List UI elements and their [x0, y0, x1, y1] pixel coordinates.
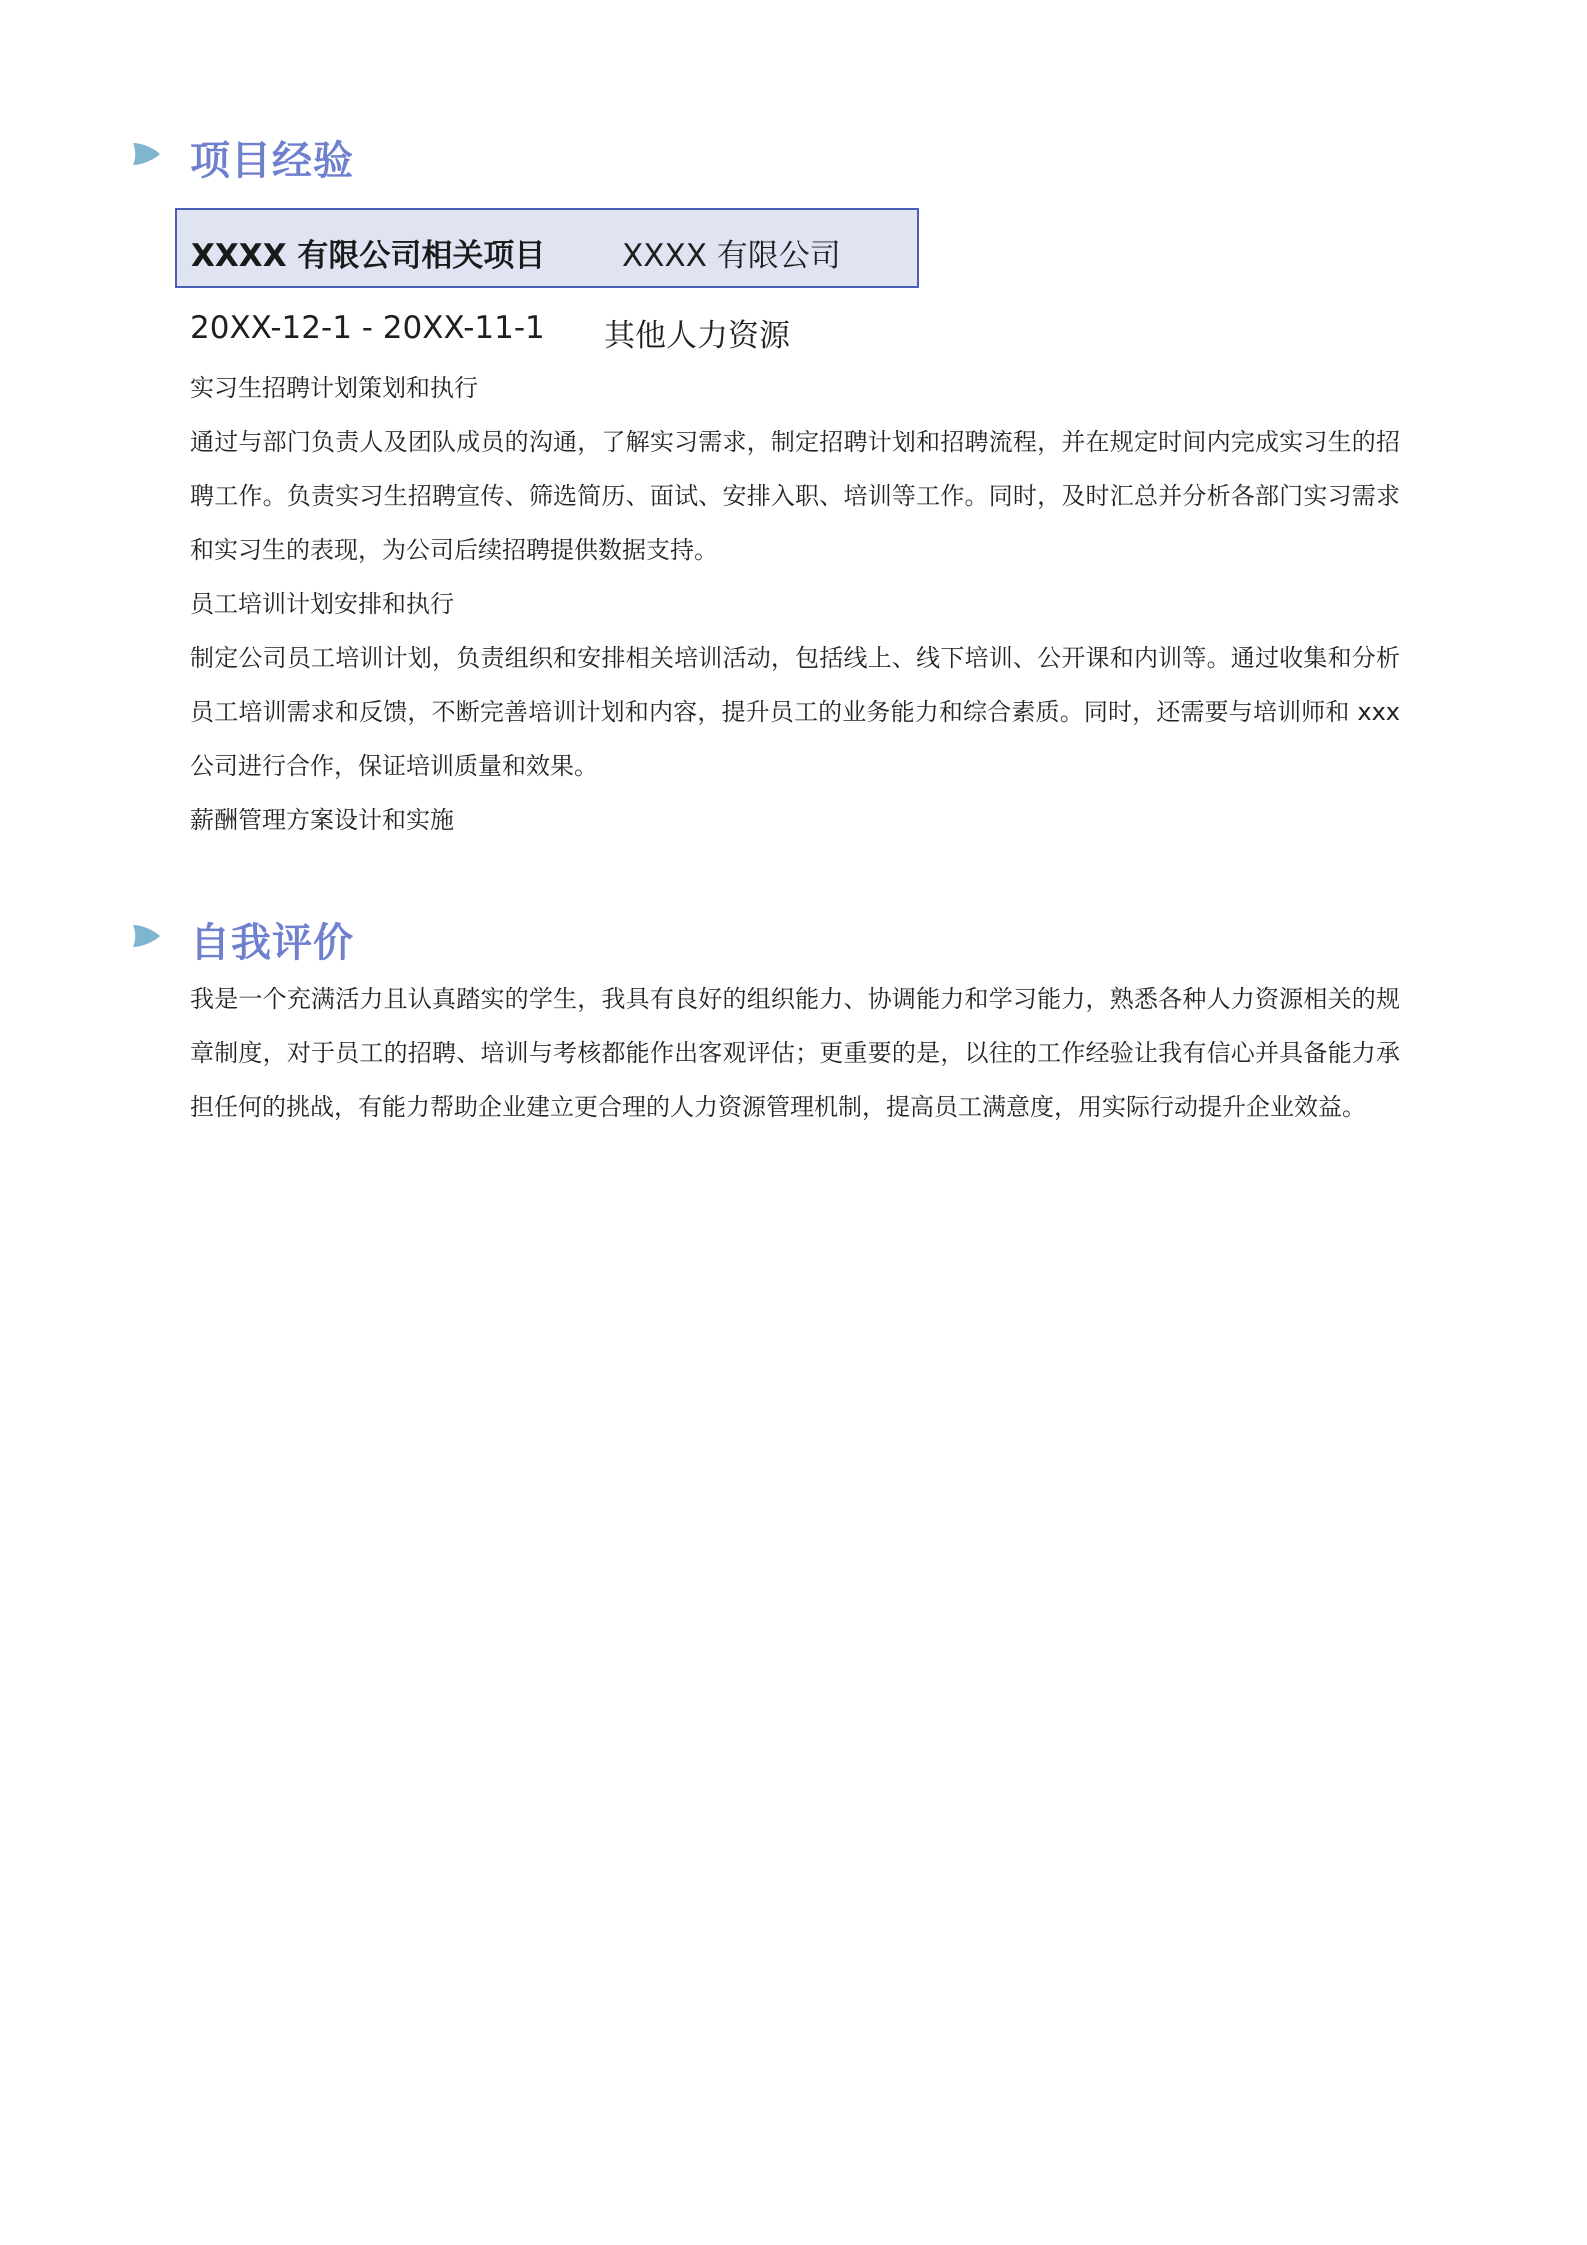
paragraph: 我是一个充满活力且认真踏实的学生，我具有良好的组织能力、协调能力和学习能力，熟悉各种人力资源相关的规章制度，对于员工的招聘、培训与考核都能作出客观评估；更重要的是，以往的工作经验让我有信心并具备能力承担任何的挑战，有能力帮助企业建立更合理的人力资源管理机制，提高员工满意度，用实际行动提升企业效益。 — [190, 985, 1400, 1121]
section-title: 项目经验 — [190, 138, 354, 184]
project-company: XXXX 有限公司 — [622, 238, 841, 274]
project-meta — [190, 310, 1390, 354]
date-range: 20XX-12-1 - 20XX-11-1 — [190, 310, 545, 346]
list-item: 制定公司员工培训计划，负责组织和安排相关培训活动，包括线上、线下培训、公开课和内训等。通过收集和分析员工培训需求和反馈，不断完善培训计划和内容，提升员工的业务能力和综合素质。同时，还需要与培训师和 xxx 公司进行合作，保证培训质量和效果。 — [190, 644, 1400, 780]
leaf-arrow-icon — [131, 141, 161, 167]
experience-details — [190, 361, 1400, 847]
project-header-box — [175, 208, 919, 288]
list-item: 实习生招聘计划策划和执行 — [190, 374, 478, 402]
self-eval-header — [0, 907, 1587, 967]
experience-header — [0, 125, 1587, 185]
list-item: 员工培训计划安排和执行 — [190, 590, 454, 618]
list-item: 通过与部门负责人及团队成员的沟通，了解实习需求，制定招聘计划和招聘流程，并在规定时间内完成实习生的招聘工作。负责实习生招聘宣传、筛选简历、面试、安排入职、培训等工作。同时，及时汇总并分析各部门实习需求和实习生的表现，为公司后续招聘提供数据支持。 — [190, 428, 1400, 564]
project-name: XXXX 有限公司相关项目 — [191, 238, 546, 274]
list-item: 薪酬管理方案设计和实施 — [190, 806, 454, 834]
section-title: 自我评价 — [190, 920, 354, 966]
self-eval-text — [190, 972, 1400, 1134]
leaf-arrow-icon — [131, 923, 161, 949]
role-label: 其他人力资源 — [604, 318, 790, 354]
